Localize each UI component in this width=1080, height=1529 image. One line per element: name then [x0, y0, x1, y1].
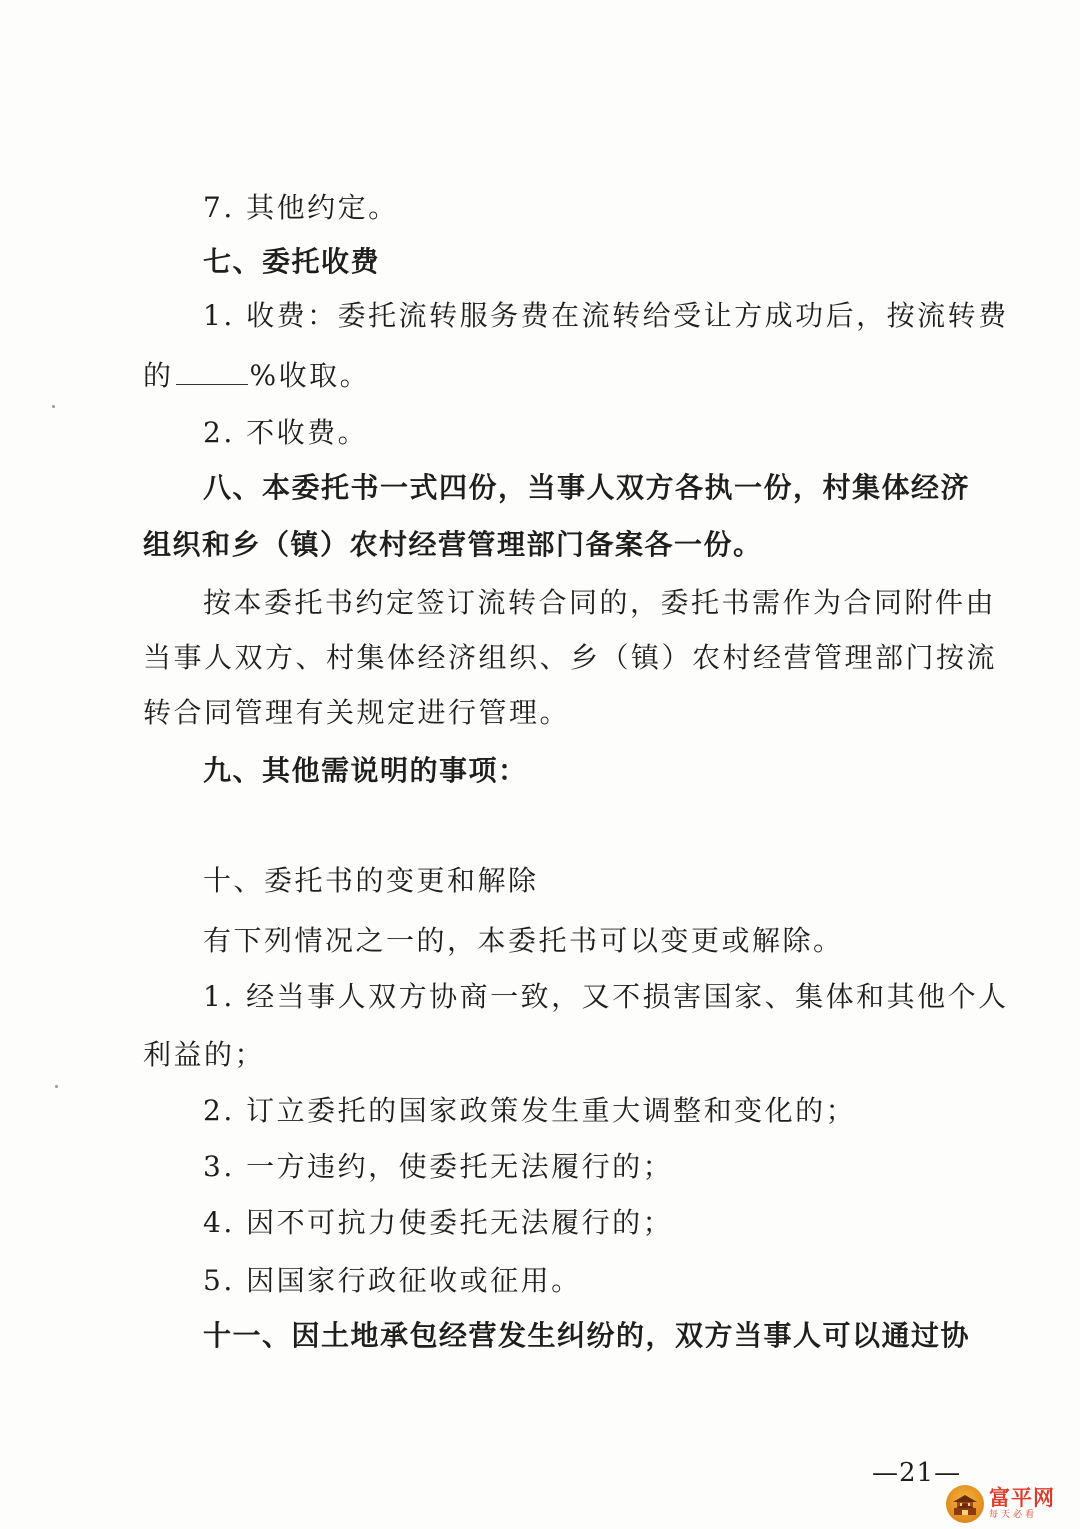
- section-8-paragraph-line-2: 当事人双方、村集体经济组织、乡（镇）农村经营管理部门按流: [143, 641, 998, 674]
- fee-rate-suffix: %收取。: [249, 359, 371, 392]
- page-number: —21—: [872, 1458, 962, 1488]
- section-7-heading: 七、委托收费: [203, 245, 381, 278]
- section-8-heading-continued: 组织和乡（镇）农村经营管理部门备案各一份。: [143, 528, 763, 561]
- watermark-tagline: 每天必看: [989, 1510, 1038, 1520]
- section-10-heading: 十、委托书的变更和解除: [203, 864, 539, 897]
- section-10-intro: 有下列情况之一的，本委托书可以变更或解除。: [203, 924, 844, 957]
- change-condition-1-continued: 利益的；: [143, 1038, 266, 1071]
- change-condition-5: 5. 因国家行政征收或征用。: [203, 1264, 582, 1297]
- change-condition-4: 4. 因不可抗力使委托无法履行的；: [203, 1206, 674, 1239]
- fee-clause-1: 1. 收费：委托流转服务费在流转给受让方成功后，按流转费: [203, 299, 1009, 332]
- scan-speck: [52, 405, 55, 408]
- clause-7-other-agreements: 7. 其他约定。: [203, 191, 399, 224]
- fee-clause-2: 2. 不收费。: [203, 416, 369, 449]
- change-condition-3: 3. 一方违约，使委托无法履行的；: [203, 1150, 674, 1183]
- fee-rate-blank: [176, 360, 248, 385]
- section-9-heading: 九、其他需说明的事项：: [203, 754, 528, 787]
- watermark-site-name: 富平网: [989, 1486, 1055, 1510]
- change-condition-2: 2. 订立委托的国家政策发生重大调整和变化的；: [203, 1094, 857, 1127]
- section-11-heading: 十一、因土地承包经营发生纠纷的，双方当事人可以通过协: [203, 1319, 971, 1352]
- fee-clause-1-continued: [143, 357, 370, 395]
- fee-rate-prefix: 的: [143, 359, 174, 392]
- scan-speck: [55, 1085, 58, 1088]
- site-watermark: [946, 1482, 1076, 1526]
- change-condition-1: 1. 经当事人双方协商一致，又不损害国家、集体和其他个人: [203, 980, 1009, 1013]
- section-8-paragraph-line-3: 转合同管理有关规定进行管理。: [143, 696, 571, 729]
- section-8-paragraph: 按本委托书约定签订流转合同的，委托书需作为合同附件由: [203, 586, 997, 619]
- section-8-heading: 八、本委托书一式四份，当事人双方各执一份，村集体经济: [203, 471, 971, 504]
- gate-tower-icon: [946, 1485, 984, 1523]
